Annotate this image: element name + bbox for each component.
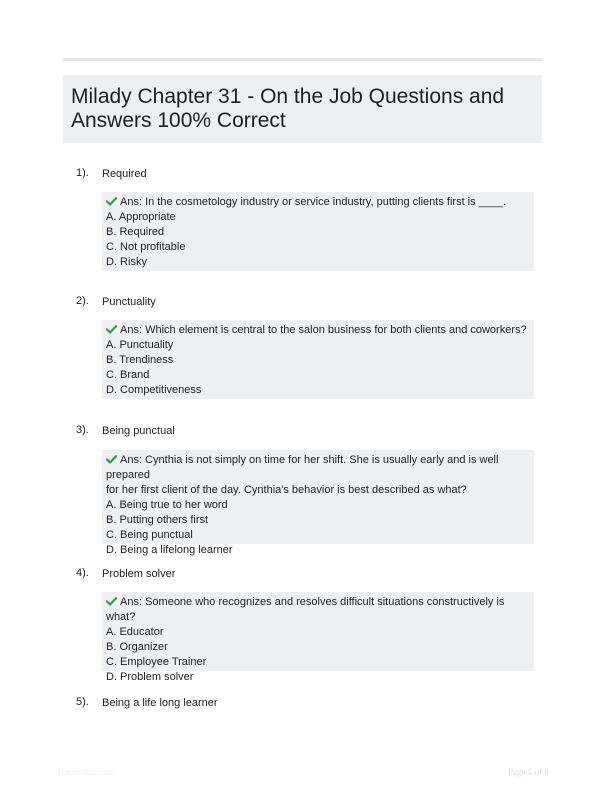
answer-prompt: Ans: Cynthia is not simply on time for her shift. She is usually early and is well prepared <box>106 454 499 481</box>
page-number: Page 1 of 6 <box>508 767 549 777</box>
question-item <box>63 567 542 683</box>
question-answer-heading: Required <box>102 168 147 180</box>
question-answer-heading: Being punctual <box>102 425 175 437</box>
checkmark-icon <box>106 197 117 206</box>
answer-prompt: Ans: Which element is central to the salon business for both clients and coworkers? <box>106 323 530 338</box>
question-number: 2). <box>76 295 89 307</box>
checkmark-icon <box>106 455 117 464</box>
answer-box <box>102 592 534 683</box>
question-item <box>63 167 542 273</box>
question-item <box>63 295 542 401</box>
option-c: C. Not profitable <box>106 241 186 253</box>
option-d: D. Problem solver <box>106 671 194 683</box>
answer-prompt: Ans: In the cosmetology industry or service industry, putting clients first is ____. <box>106 195 530 210</box>
option-c: C. Employee Trainer <box>106 656 207 668</box>
top-divider <box>63 58 542 61</box>
question-answer-heading: Being a life long learner <box>102 697 218 709</box>
option-d: D. Being a lifelong learner <box>106 544 233 556</box>
checkmark-icon <box>106 597 117 606</box>
checkmark-icon <box>106 325 117 334</box>
option-a: A. Appropriate <box>106 211 176 223</box>
answer-box <box>102 450 534 556</box>
option-b: B. Organizer <box>106 641 168 653</box>
option-c: C. Being punctual <box>106 529 193 541</box>
document-title: Milady Chapter 31 - On the Job Questions and Answers 100% Correct <box>71 85 505 132</box>
option-d: D. Competitiveness <box>106 384 202 396</box>
answer-prompt: Ans: Someone who recognizes and resolves difficult situations constructively is what? <box>106 596 505 623</box>
footer-watermark: Paperlibb.com <box>58 767 116 777</box>
question-number: 1). <box>76 167 89 179</box>
question-number: 5). <box>76 696 89 708</box>
question-number: 4). <box>76 567 89 579</box>
option-b: B. Required <box>106 226 165 238</box>
question-answer-heading: Punctuality <box>102 296 156 308</box>
answer-prompt-continued: for her first client of the day. Cynthia's behavior is best described as what? <box>106 484 467 496</box>
title-block <box>63 75 542 143</box>
option-b: B. Trendiness <box>106 354 174 366</box>
option-c: C. Brand <box>106 369 150 381</box>
option-d: D. Risky <box>106 256 147 268</box>
question-item <box>63 696 542 716</box>
question-item <box>63 424 542 556</box>
question-number: 3). <box>76 424 89 436</box>
answer-box <box>102 192 534 271</box>
option-a: A. Educator <box>106 626 164 638</box>
question-answer-heading: Problem solver <box>102 568 176 580</box>
option-b: B. Putting others first <box>106 514 209 526</box>
option-a: A. Being true to her word <box>106 499 228 511</box>
answer-box <box>102 320 534 399</box>
option-a: A. Punctuality <box>106 339 174 351</box>
